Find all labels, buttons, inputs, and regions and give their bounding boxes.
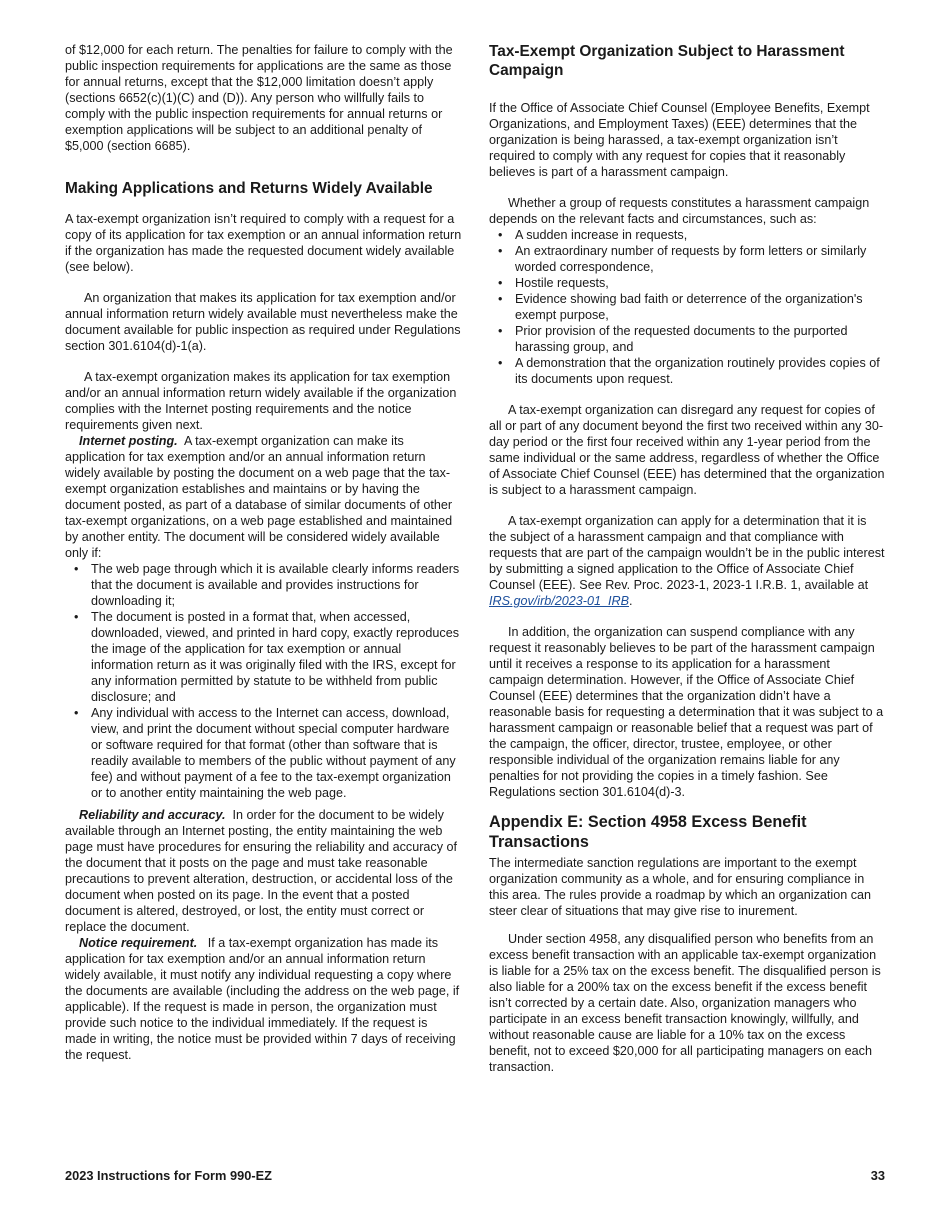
reliability-title: Reliability and accuracy. (79, 808, 226, 822)
appendix-e-paragraph-1: The intermediate sanction regulations are important to the exempt organization community as a whole, and for ensuring compliance in this area. The rules provide a roadmap by which an organization can steer clear of situations that may give rise to inurement. (489, 856, 872, 918)
internet-posting-text: A tax-exempt organization can make its application for tax exemption and/or an annual information return widely available by posting the document on a web page that the tax-exempt organization establishes and maintains or by having the document posted, as part of a database of similar documents of other tax-exempt organizations, on a web page established and maintained by another entity. The document will be considered widely available only if: (65, 434, 453, 560)
harassment-list (489, 227, 885, 387)
penalty-paragraph: of $12,000 for each return. The penalties for failure to comply with the public inspection requirements for applications are the same as those for annual returns, except that the $12,000 limitation doesn’t apply (sections 6652(c)(1)(C) and (D)). Any person who willfully fails to comply with the public inspection requirements for annual returns or exemption applications will be subject to an additional penalty of $5,000 (section 6685). (65, 43, 453, 153)
list-item: • A sudden increase in requests, (498, 228, 688, 242)
right-column (489, 42, 885, 1075)
page-number: 33 (870, 1168, 885, 1183)
harassment-paragraph-2: Whether a group of requests constitutes a harassment campaign depends on the relevant facts and circumstances, such as: (489, 196, 870, 226)
bullet-icon: • (498, 324, 503, 338)
internet-posting-list (65, 561, 462, 801)
bullet-icon: • (498, 356, 503, 370)
bullet-icon: • (498, 276, 503, 290)
internet-posting-paragraph (65, 433, 462, 561)
widely-available-paragraph-2: An organization that makes its application for tax exemption and/or annual information return widely available must nevertheless make the document available for public inspection as required under Regulations section 301.6104(d)-1(a). (65, 291, 461, 353)
harassment-paragraph-1: If the Office of Associate Chief Counsel (Employee Benefits, Exempt Organizations, and Employment Taxes) (EEE) determines that the organization is being harassed, a tax-exempt organization isn’t required to comply with any request for copies that it reasonably believes is part of a harassment campaign. (489, 101, 870, 179)
notice-title: Notice requirement. (79, 936, 198, 950)
bullet-icon: • (498, 292, 503, 306)
widely-available-heading: Making Applications and Returns Widely Available (65, 180, 433, 197)
appendix-e-paragraph-2: Under section 4958, any disqualified person who benefits from an excess benefit transaction with an applicable tax-exempt organization is liable for a 25% tax on the excess benefit. The disqualified person is also liable for a 200% tax on the excess benefit if the excess benefit isn’t corrected by a certain date. Also, organization managers who participate in an excess benefit transaction knowingly, willfully, and without reasonable cause are liable for a 10% tax on the excess benefit, not to exceed $20,000 for all participating managers on each transaction. (489, 932, 881, 1074)
list-item: • Evidence showing bad faith or deterrence of the organization's exempt purpose, (498, 292, 863, 322)
list-item: • Hostile requests, (498, 276, 609, 290)
list-item: • A demonstration that the organization routinely provides copies of its documents upon request. (498, 356, 880, 386)
reliability-paragraph (65, 807, 462, 935)
list-item: • An extraordinary number of requests by form letters or similarly worded correspondence, (498, 244, 867, 274)
harassment-heading: Tax-Exempt Organization Subject to Harassment Campaign (489, 43, 845, 79)
notice-paragraph (65, 935, 462, 1063)
footer-title: 2023 Instructions for Form 990-EZ (65, 1168, 272, 1183)
left-column (65, 42, 462, 1063)
irb-link[interactable]: IRS.gov/irb/2023-01_IRB (489, 594, 630, 608)
harassment-paragraph-5: In addition, the organization can suspend compliance with any request it reasonably believes to be part of the harassment campaign until it receives a response to its application for a harassment campaign determination. However, if the Office of Associate Chief Counsel (EEE) determines that the organization didn’t have a reasonable basis for requesting a determination that it was subject to a harassment campaign or reasonable belief that a request was part of the campaign, the officer, director, trustee, employee, or other responsible individual of the organization remains liable for any penalties for not providing the copies in a timely fashion. See Regulations section 301.6104(d)-3. (489, 625, 884, 799)
bullet-icon: • (74, 610, 79, 624)
bullet-icon: • (498, 228, 503, 242)
bullet-icon: • (74, 706, 79, 720)
widely-available-paragraph-3: A tax-exempt organization makes its application for tax exemption and/or an annual information return widely available if the organization complies with the Internet posting requirements and the notice requirements given next. (65, 370, 457, 432)
appendix-e-heading: Appendix E: Section 4958 Excess Benefit Transactions (489, 813, 807, 851)
list-item: • Any individual with access to the Internet can access, download, view, and print the document without special computer hardware or software required for that format (other than software that is readily available to members of the public without payment of any fee) and without payment of a fee to the tax-exempt organization or to another entity maintaining the web page. (74, 706, 456, 800)
list-item: • The document is posted in a format that, when accessed, downloaded, viewed, and printed in hard copy, exactly reproduces the image of the application for tax exemption or annual information return as it was originally filed with the IRS, except for any information permitted by statute to be withheld from public disclosure; and (74, 610, 460, 704)
bullet-icon: • (74, 562, 79, 576)
reliability-text: In order for the document to be widely available through an Internet posting, the entity maintaining the web page must have procedures for ensuring the reliability and accuracy of the document that it posts on the page and must take reasonable precautions to prevent alteration, destruction, or accidental loss of the document when posted on its page. In the event that a posted document is altered, destroyed, or lost, the entity must correct or replace the document. (65, 808, 458, 934)
harassment-paragraph-4: A tax-exempt organization can apply for a determination that it is the subject of a harassment campaign and that compliance with requests that are part of the campaign wouldn’t be in the public interest by submitting a signed application to the Office of Associate Chief Counsel (EEE). See Rev. Proc. 2023-1, 2023-1 I.R.B. 1, available at IRS.gov/irb/2023-01_IRB. (489, 514, 885, 608)
list-item: • Prior provision of the requested documents to the purported harassing group, and (498, 324, 848, 354)
widely-available-paragraph-1: A tax-exempt organization isn’t required to comply with a request for a copy of its application for tax exemption or an annual information return if the organization has made the requested document widely available (see below). (65, 212, 462, 274)
notice-text: If a tax-exempt organization has made its application for tax exemption and/or an annual information return widely available, it must notify any individual requesting a copy where the documents are available (including the address on the web page, if applicable). If the request is made in person, the organization must provide such notice to the individual immediately. If the request is made in writing, the notice must be provided within 7 days of receiving the request. (65, 936, 460, 1062)
internet-posting-title: Internet posting. (79, 434, 178, 448)
bullet-icon: • (498, 244, 503, 258)
list-item: • The web page through which it is available clearly informs readers that the document is available and provides instructions for downloading it; (74, 562, 460, 608)
harassment-paragraph-3: A tax-exempt organization can disregard any request for copies of all or part of any document beyond the first two received within any 30-day period or the first four received within any 1-year period from the same individual or the same address, regardless of whether the Office of Associate Chief Counsel (EEE) has determined that the organization is subject to a harassment campaign. (489, 403, 885, 497)
